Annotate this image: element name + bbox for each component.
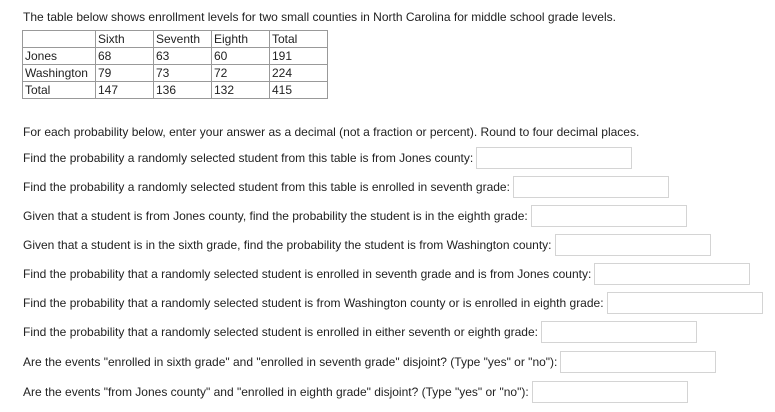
- table-cell: 73: [154, 65, 212, 82]
- table-cell: 72: [212, 65, 270, 82]
- table-header-cell: Eighth: [212, 31, 270, 48]
- question-label: Find the probability that a randomly selected student is from Washington county or is enrolled in eighth grade:: [23, 296, 604, 310]
- table-header-cell: Sixth: [96, 31, 154, 48]
- answer-input[interactable]: [513, 176, 669, 198]
- answer-input[interactable]: [531, 205, 687, 227]
- answer-input[interactable]: [541, 321, 697, 343]
- table-header-cell: Seventh: [154, 31, 212, 48]
- table-header-cell: Total: [270, 31, 328, 48]
- table-cell: 79: [96, 65, 154, 82]
- question-label: Find the probability that a randomly selected student is enrolled in either seventh or eighth grade:: [23, 325, 538, 339]
- table-row: [23, 48, 328, 65]
- table-cell: 147: [96, 82, 154, 99]
- question-row: [23, 350, 716, 374]
- question-label: Find the probability a randomly selected student from this table is enrolled in seventh grade:: [23, 180, 510, 194]
- question-row: [23, 233, 711, 257]
- table-header-row: [23, 31, 328, 48]
- table-cell: 60: [212, 48, 270, 65]
- question-row: [23, 291, 763, 315]
- answer-input[interactable]: [560, 351, 716, 373]
- question-row: [23, 146, 632, 170]
- table-cell: 224: [270, 65, 328, 82]
- answer-input[interactable]: [594, 263, 750, 285]
- table-cell: 136: [154, 82, 212, 99]
- answer-input[interactable]: [532, 381, 688, 403]
- question-label: Are the events "from Jones county" and "enrolled in eighth grade" disjoint? (Type "yes" or "no"):: [23, 385, 529, 399]
- table-cell: 191: [270, 48, 328, 65]
- table-cell: 63: [154, 48, 212, 65]
- table-cell: 68: [96, 48, 154, 65]
- answer-input[interactable]: [476, 147, 632, 169]
- question-label: Given that a student is in the sixth grade, find the probability the student is from Washington county:: [23, 238, 552, 252]
- answer-input[interactable]: [607, 292, 763, 314]
- question-label: Find the probability a randomly selected student from this table is from Jones county:: [23, 151, 474, 165]
- table-cell: Washington: [23, 65, 96, 82]
- question-label: Are the events "enrolled in sixth grade" and "enrolled in seventh grade" disjoint? (Type "yes" or "no"):: [23, 355, 558, 369]
- question-label: Given that a student is from Jones county, find the probability the student is in the eighth grade:: [23, 209, 528, 223]
- question-row: [23, 262, 750, 286]
- question-label: Find the probability that a randomly selected student is enrolled in seventh grade and is from Jones county:: [23, 267, 592, 281]
- intro-text: The table below shows enrollment levels for two small counties in North Carolina for middle school grade levels.: [23, 10, 616, 24]
- table-header-cell: [23, 31, 96, 48]
- question-row: [23, 380, 688, 404]
- answer-input[interactable]: [555, 234, 711, 256]
- table-row: [23, 65, 328, 82]
- instructions-text: For each probability below, enter your answer as a decimal (not a fraction or percent). Round to four decimal places.: [23, 125, 640, 139]
- question-row: [23, 175, 669, 199]
- table-cell: Jones: [23, 48, 96, 65]
- table-cell: 415: [270, 82, 328, 99]
- question-row: [23, 204, 687, 228]
- table-cell: 132: [212, 82, 270, 99]
- table-cell: Total: [23, 82, 96, 99]
- table-row: [23, 82, 328, 99]
- question-row: [23, 320, 697, 344]
- enrollment-table: [22, 30, 328, 99]
